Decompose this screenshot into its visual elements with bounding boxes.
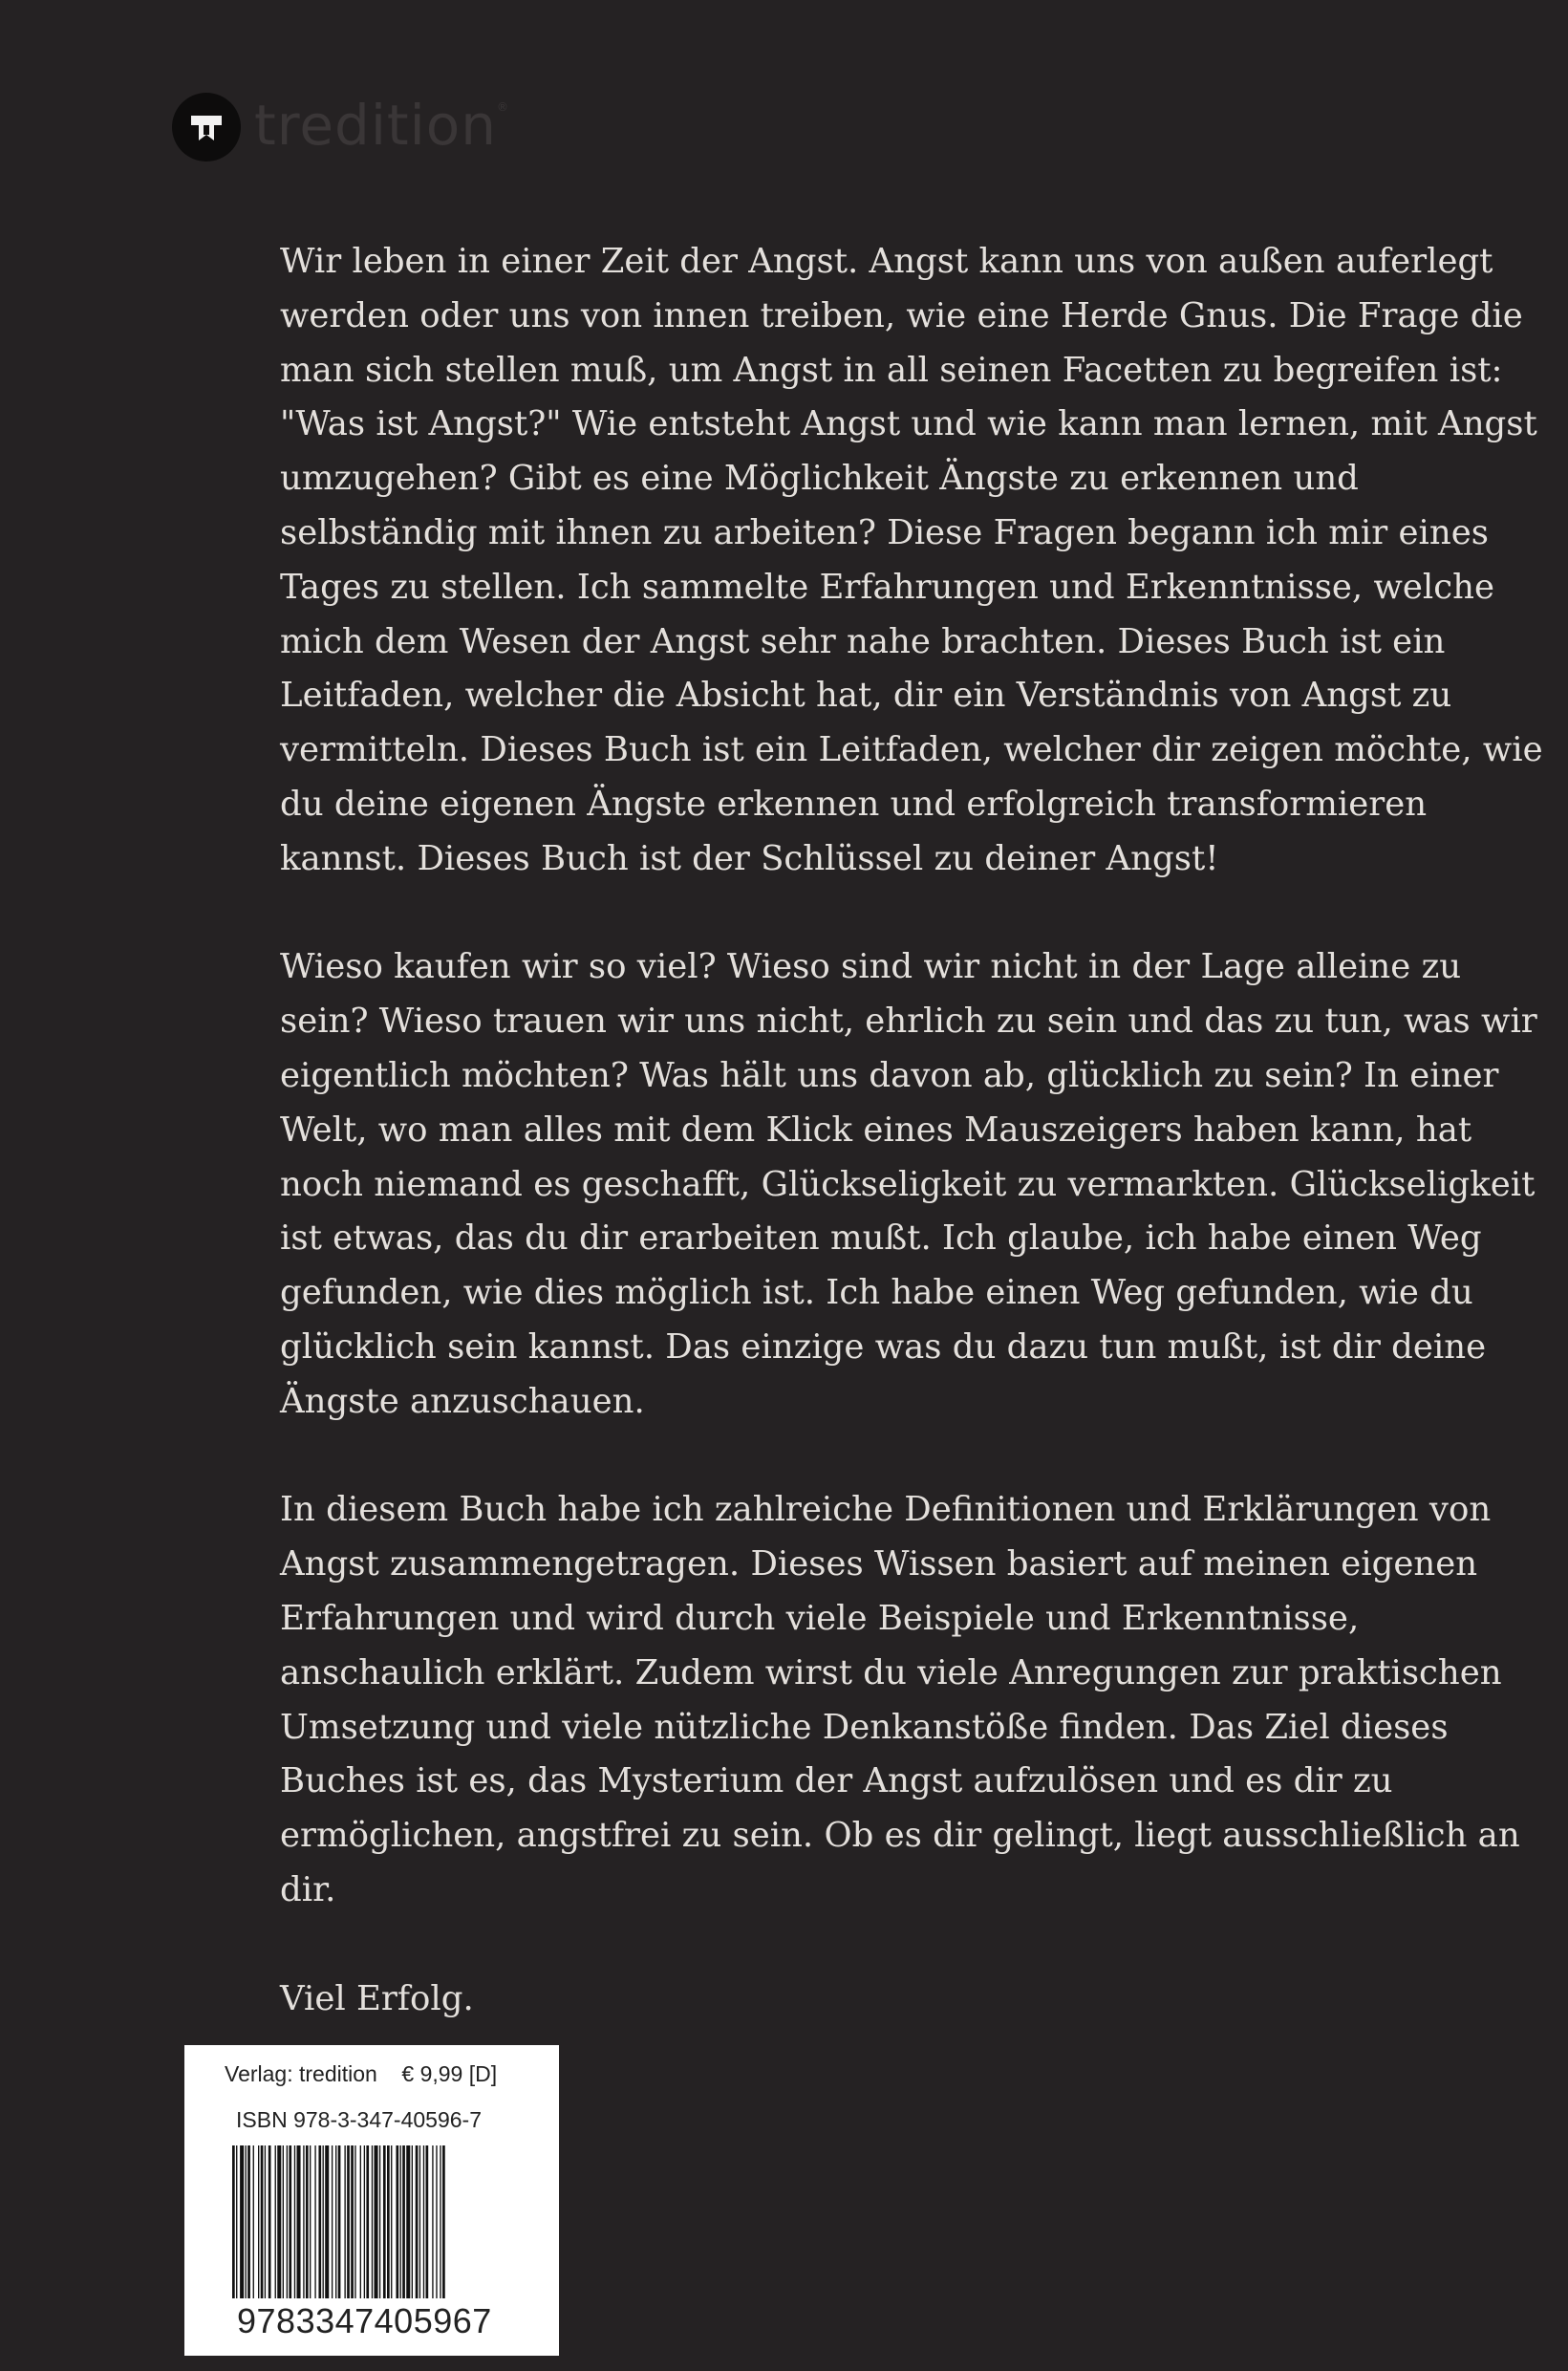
barcode-bar [253, 2145, 254, 2298]
tredition-t-icon [172, 93, 241, 162]
barcode-bar [379, 2145, 380, 2298]
blurb-line: gefunden, wie dies möglich ist. Ich habe einen Weg gefunden, wie du [280, 1273, 1473, 1313]
blurb-line: dir. [280, 1869, 336, 1909]
barcode-bar [432, 2145, 433, 2298]
barcode-bar [294, 2145, 295, 2298]
barcode-bar [344, 2145, 345, 2298]
barcode-bar [400, 2145, 401, 2298]
barcode-bar [375, 2145, 378, 2298]
barcode-bar [258, 2145, 259, 2298]
registered-mark: ® [497, 99, 510, 114]
barcode-bar [364, 2145, 365, 2298]
closing-line: Viel Erfolg. [280, 1978, 474, 2018]
blurb-line: anschaulich erklärt. Zudem wirst du viele Anregungen zur praktischen [280, 1652, 1502, 1692]
blurb-line: Leitfaden, welcher die Absicht hat, dir ein Verständnis von Angst zu [280, 676, 1452, 716]
barcode-bar [314, 2145, 315, 2298]
barcode-bar [323, 2145, 324, 2298]
barcode-bar [246, 2145, 247, 2298]
barcode-bar [303, 2145, 304, 2298]
barcode-bar [436, 2145, 437, 2298]
barcode-bar [275, 2145, 276, 2298]
barcode-bar [277, 2145, 281, 2298]
blurb-line: Ängste anzuschauen. [280, 1381, 645, 1421]
barcode-bar [354, 2145, 355, 2298]
barcode-bar [412, 2145, 413, 2298]
barcode-number: 9783347405967 [237, 2301, 492, 2340]
blurb-line: glücklich sein kannst. Das einzige was du dazu tun mußt, ist dir deine [280, 1326, 1487, 1367]
blurb-paragraph-1 [280, 235, 1543, 887]
blurb-line: eigentlich möchten? Was hält uns davon ab, glücklich zu sein? In einer [280, 1055, 1499, 1095]
isbn-line: ISBN 978-3-347-40596-7 [236, 2107, 482, 2132]
barcode-bar [232, 2145, 235, 2298]
blurb-line: ermöglichen, angstfrei zu sein. Ob es dir gelingt, liegt ausschließlich an [280, 1816, 1520, 1856]
blurb-line: Wieso kaufen wir so viel? Wieso sind wir nicht in der Lage alleine zu [280, 947, 1462, 987]
barcode-graphic [232, 2145, 511, 2298]
barcode-bar [372, 2145, 373, 2298]
barcode-bar [318, 2145, 321, 2298]
barcode-bar [335, 2145, 336, 2298]
barcode-bar [396, 2145, 398, 2298]
barcode-bar [383, 2145, 386, 2298]
blurb-line: Erfahrungen und wird durch viele Beispiele und Erkenntnisse, [280, 1598, 1360, 1638]
blurb-line: ist etwas, das du dir erarbeiten mußt. Ich glaube, ich habe einen Weg [280, 1218, 1482, 1259]
blurb-line: vermitteln. Dieses Buch ist ein Leitfaden, welcher dir zeigen möchte, wie [280, 730, 1543, 770]
blurb-line: selbständig mit ihnen zu arbeiten? Diese Fragen begann ich mir eines [280, 512, 1489, 552]
publisher-price-line: Verlag: tredition € 9,99 [D] [225, 2061, 498, 2086]
barcode-bar [406, 2145, 410, 2298]
barcode-bar [351, 2145, 354, 2298]
blurb-line: Angst zusammengetragen. Dieses Wissen basiert auf meinen eigenen [280, 1544, 1478, 1584]
barcode-bar [419, 2145, 420, 2298]
barcode-bar [289, 2145, 291, 2298]
blurb-line: du deine eigenen Ängste erkennen und erfolgreich transformieren [280, 784, 1428, 824]
blurb-line: In diesem Buch habe ich zahlreiche Definitionen und Erklärungen von [280, 1490, 1492, 1530]
barcode-bar [240, 2145, 244, 2298]
barcode-bar [236, 2145, 237, 2298]
blurb-closing [280, 1972, 1522, 2027]
blurb-line: kannst. Dieses Buch ist der Schlüssel zu deiner Angst! [280, 838, 1219, 878]
barcode-bar [265, 2145, 266, 2298]
barcode-bar [360, 2145, 361, 2298]
barcode-bar [268, 2145, 271, 2298]
blurb-paragraph-2 [280, 940, 1537, 1429]
price-isbn-box [184, 2045, 559, 2356]
blurb-paragraph-3 [280, 1483, 1522, 1917]
tredition-t-icon-glyph [187, 108, 226, 146]
publisher-brand-name [254, 92, 510, 158]
barcode-bar [283, 2145, 284, 2298]
blurb-line: man sich stellen muß, um Angst in all seinen Facetten zu begreifen ist: [280, 350, 1503, 390]
blurb-line: noch niemand es geschafft, Glückseligkeit zu vermarkten. Glückseligkeit [280, 1164, 1536, 1204]
barcode-bar [310, 2145, 311, 2298]
barcode-bar [332, 2145, 333, 2298]
brand-text: tredition [254, 92, 498, 158]
barcode-bar [338, 2145, 341, 2298]
blurb-line: "Was ist Angst?" Wie entsteht Angst und wie kann man lernen, mit Angst [280, 404, 1537, 444]
blurb-line: Umsetzung und viele nützliche Denkanstöße finden. Das Ziel dieses [280, 1707, 1449, 1747]
barcode-bar [402, 2145, 405, 2298]
barcode-bar [287, 2145, 288, 2298]
blurb-line: mich dem Wesen der Angst sehr nahe brachten. Dieses Buch ist ein [280, 621, 1446, 661]
barcode-bar [387, 2145, 390, 2298]
barcode-bar [423, 2145, 424, 2298]
barcode-bar [325, 2145, 329, 2298]
blurb-line: Tages zu stellen. Ich sammelte Erfahrungen und Erkenntnisse, welche [280, 567, 1494, 607]
blurb-line: werden oder uns von innen treiben, wie eine Herde Gnus. Die Frage die [280, 295, 1523, 335]
blurb-line: sein? Wieso trauen wir uns nicht, ehrlich zu sein und das zu tun, was wir [280, 1002, 1537, 1042]
barcode-bar [426, 2145, 429, 2298]
back-cover-blurb [280, 235, 1543, 2080]
barcode-bar [247, 2145, 250, 2298]
barcode-bar [347, 2145, 350, 2298]
barcode-bar [391, 2145, 392, 2298]
barcode-bar [416, 2145, 419, 2298]
barcode-bar [306, 2145, 309, 2298]
barcode-bar [261, 2145, 264, 2298]
blurb-line: Wir leben in einer Zeit der Angst. Angst kann uns von außen auferlegt [280, 242, 1493, 281]
barcode-bar [366, 2145, 369, 2298]
barcode-bar [297, 2145, 301, 2298]
blurb-line: Buches ist es, das Mysterium der Angst aufzulösen und es dir zu [280, 1761, 1393, 1801]
blurb-line: umzugehen? Gibt es eine Möglichkeit Ängste zu erkennen und [280, 459, 1359, 499]
blurb-line: Welt, wo man alles mit dem Klick eines Mauszeigers haben kann, hat [280, 1110, 1472, 1150]
barcode-bar [442, 2145, 445, 2298]
publisher-logo [172, 91, 509, 162]
